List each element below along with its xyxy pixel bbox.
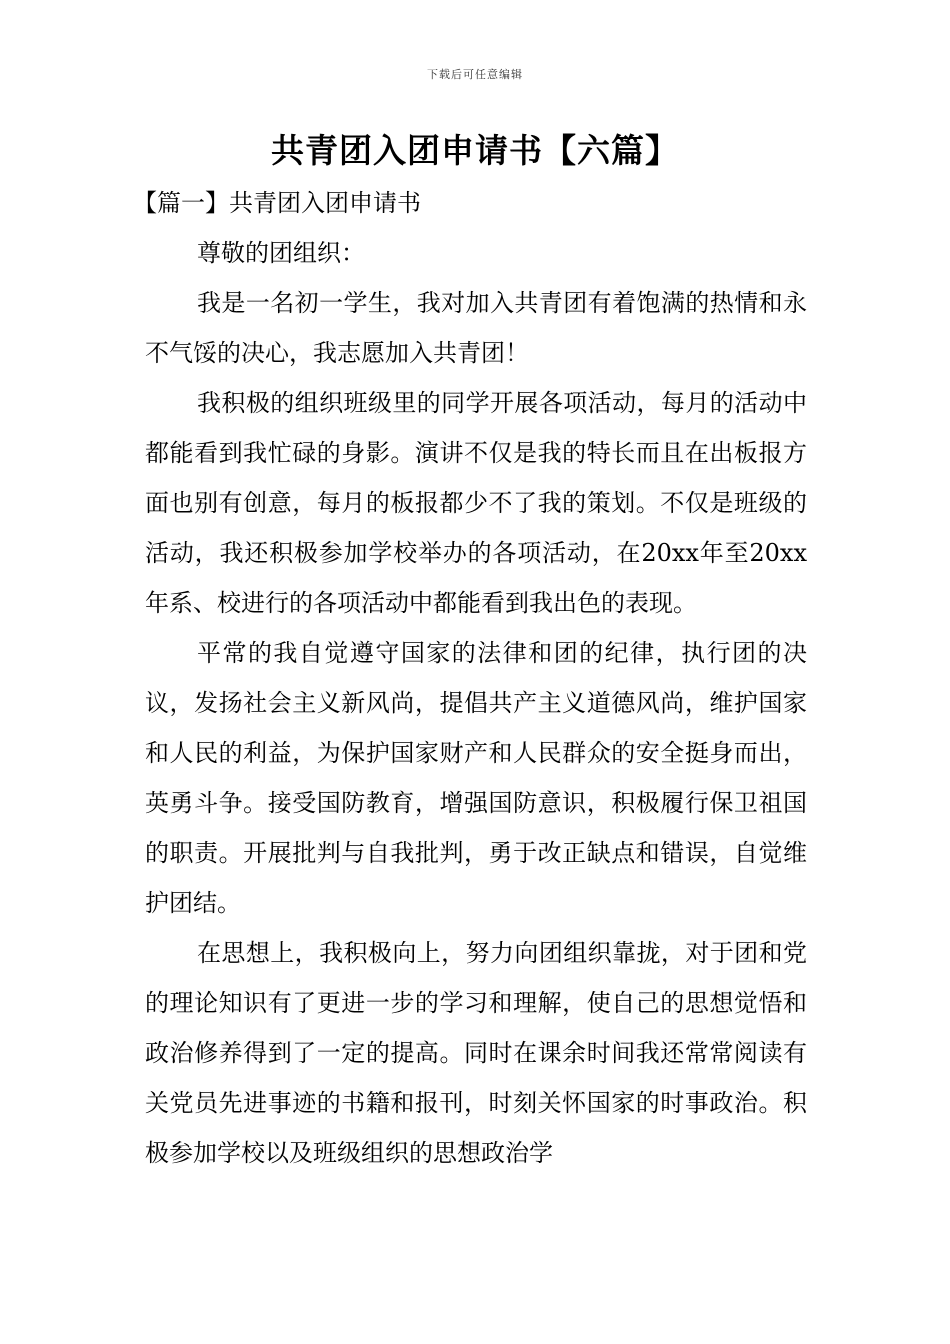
paragraph-4: 在思想上，我积极向上，努力向团组织靠拢，对于团和党的理论知识有了更进一步的学习和理解，使自己的思想觉悟和政治修养得到了一定的提高。同时在课余时间我还常常阅读有关党员先进事迹的书籍和报刊，时刻关怀国家的时事政治。积极参加学校以及班级组织的思想政治学 [145, 939, 807, 1167]
salutation: 尊敬的团组织： [197, 239, 365, 267]
paragraph-2: 我积极的组织班级里的同学开展各项活动，每月的活动中都能看到我忙碌的身影。演讲不仅是我的特长而且在出板报方面也别有创意，每月的板报都少不了我的策划。不仅是班级的活动，我还积极参加学校举办的各项活动，在20xx年至20xx年系、校进行的各项活动中都能看到我出色的表现。 [145, 389, 807, 617]
document-body [133, 178, 807, 1178]
paragraph-3: 平常的我自觉遵守国家的法律和团的纪律，执行团的决议，发扬社会主义新风尚，提倡共产主义道德风尚，维护国家和人民的利益，为保护国家财产和人民群众的安全挺身而出，英勇斗争。接受国防教育，增强国防意识，积极履行保卫祖国的职责。开展批判与自我批判，勇于改正缺点和错误，自觉维护团结。 [145, 639, 807, 917]
section-heading: 【篇一】共青团入团申请书 [133, 189, 421, 217]
header-note: 下载后可任意编辑 [427, 68, 523, 81]
document-title: 共青团入团申请书【六篇】 [271, 131, 679, 170]
paragraph-1: 我是一名初一学生，我对加入共青团有着饱满的热情和永不气馁的决心，我志愿加入共青团！ [145, 289, 807, 367]
